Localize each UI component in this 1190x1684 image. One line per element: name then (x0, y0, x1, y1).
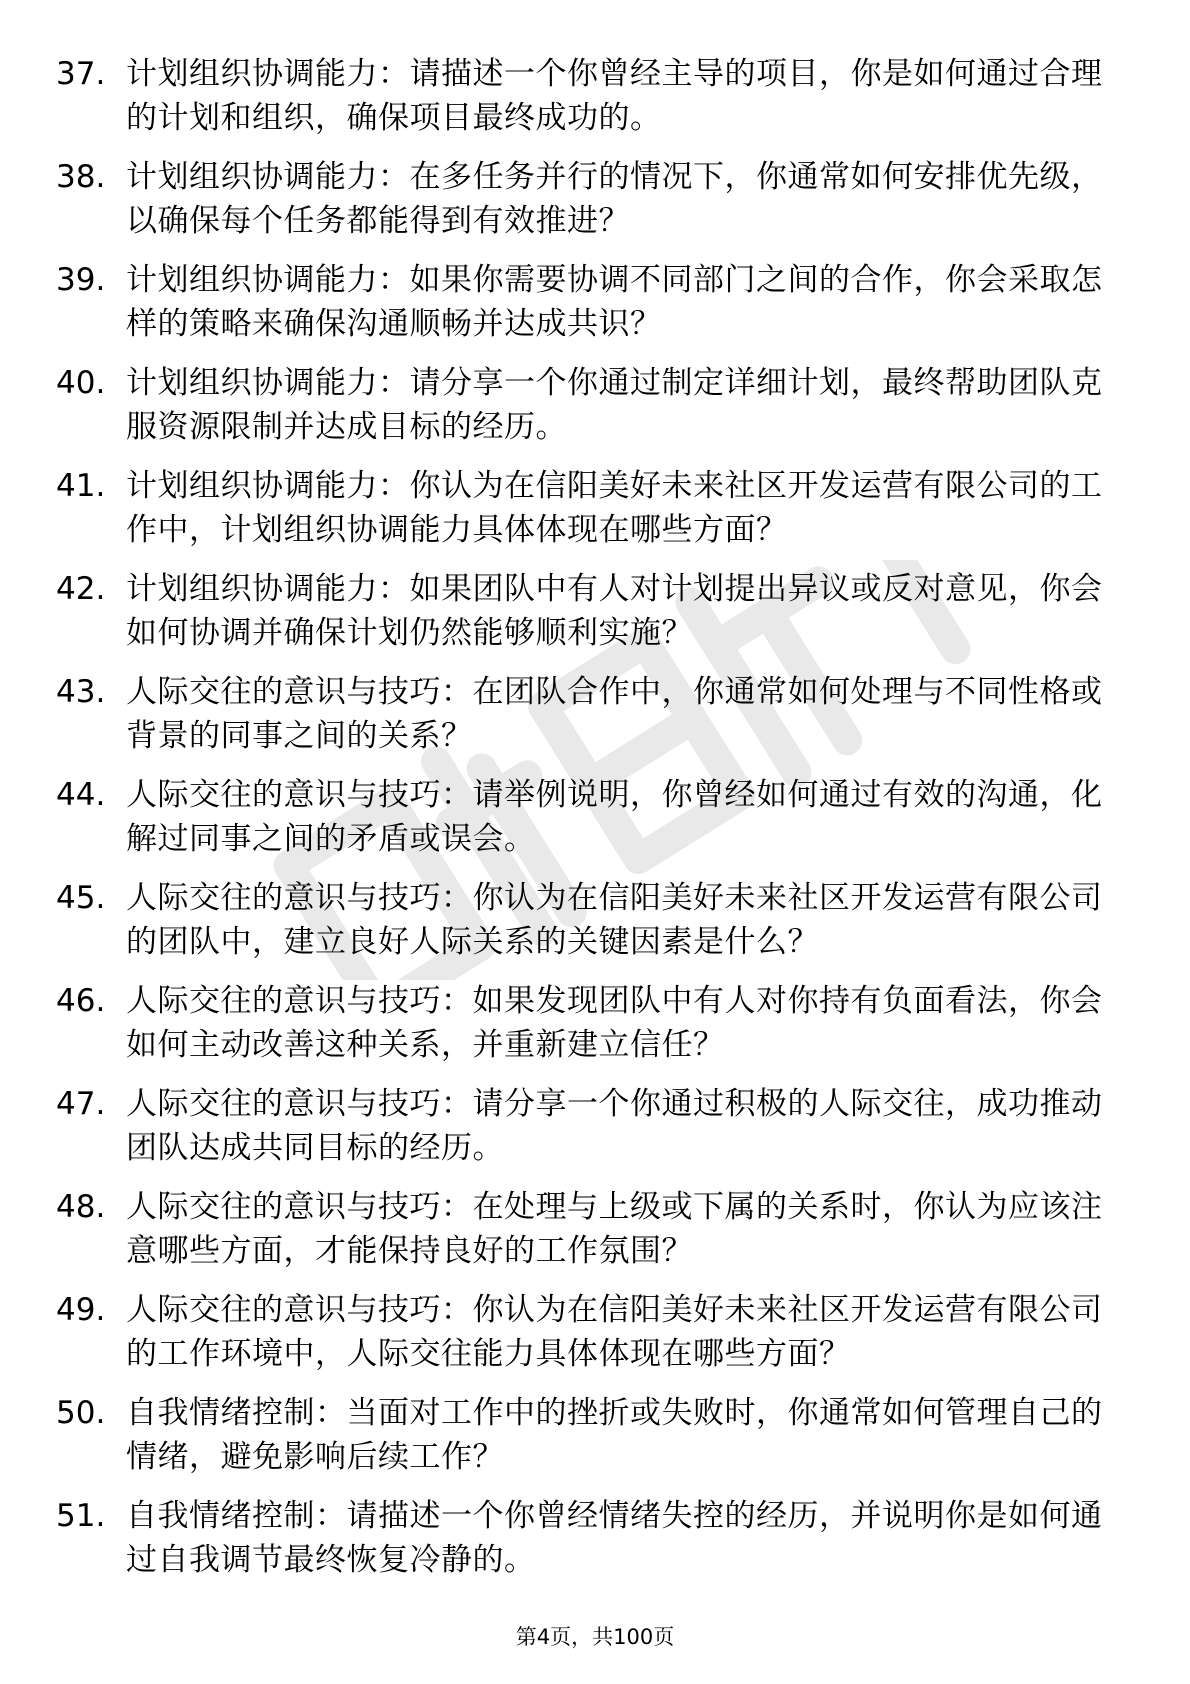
question-number: 47. (56, 1086, 106, 1122)
question-item (56, 773, 1116, 861)
question-text: 计划组织协调能力：你认为在信阳美好未来社区开发运营有限公司的工作中，计划组织协调能力具体体现在哪些方面？ (126, 468, 1103, 548)
question-text: 计划组织协调能力：在多任务并行的情况下，你通常如何安排优先级，以确保每个任务都能得到有效推进？ (126, 159, 1103, 239)
question-item (56, 52, 1116, 140)
question-text: 人际交往的意识与技巧：在团队合作中，你通常如何处理与不同性格或背景的同事之间的关系？ (126, 674, 1103, 754)
question-item (56, 670, 1116, 758)
question-number: 38. (56, 159, 106, 195)
question-item (56, 876, 1116, 964)
question-item (56, 1391, 1116, 1479)
question-text: 自我情绪控制：当面对工作中的挫折或失败时，你通常如何管理自己的情绪，避免影响后续工作？ (126, 1395, 1103, 1475)
question-item (56, 979, 1116, 1067)
question-text: 人际交往的意识与技巧：请举例说明，你曾经如何通过有效的沟通，化解过同事之间的矛盾或误会。 (126, 777, 1103, 857)
question-text: 计划组织协调能力：如果你需要协调不同部门之间的合作，你会采取怎样的策略来确保沟通顺畅并达成共识？ (126, 262, 1103, 342)
question-number: 41. (56, 468, 106, 504)
question-text: 人际交往的意识与技巧：如果发现团队中有人对你持有负面看法，你会如何主动改善这种关系，并重新建立信任？ (126, 983, 1103, 1063)
question-item (56, 1288, 1116, 1376)
question-item (56, 1082, 1116, 1170)
page-footer (0, 1623, 1190, 1651)
question-text: 人际交往的意识与技巧：请分享一个你通过积极的人际交往，成功推动团队达成共同目标的经历。 (126, 1086, 1103, 1166)
question-text: 人际交往的意识与技巧：你认为在信阳美好未来社区开发运营有限公司的团队中，建立良好人际关系的关键因素是什么？ (126, 880, 1103, 960)
question-item (56, 567, 1116, 655)
question-item (56, 1185, 1116, 1273)
question-number: 43. (56, 674, 106, 710)
question-text: 计划组织协调能力：请描述一个你曾经主导的项目，你是如何通过合理的计划和组织，确保项目最终成功的。 (126, 56, 1103, 136)
page-number-label: 第4页，共100页 (515, 1625, 675, 1649)
question-text: 计划组织协调能力：如果团队中有人对计划提出异议或反对意见，你会如何协调并确保计划仍然能够顺利实施？ (126, 571, 1103, 651)
question-item (56, 155, 1116, 243)
question-number: 42. (56, 571, 106, 607)
question-number: 51. (56, 1498, 106, 1534)
question-number: 45. (56, 880, 106, 916)
question-text: 计划组织协调能力：请分享一个你通过制定详细计划，最终帮助团队克服资源限制并达成目标的经历。 (126, 365, 1103, 445)
question-number: 40. (56, 365, 106, 401)
question-text: 人际交往的意识与技巧：你认为在信阳美好未来社区开发运营有限公司的工作环境中，人际交往能力具体体现在哪些方面？ (126, 1292, 1103, 1372)
question-item (56, 258, 1116, 346)
question-text: 自我情绪控制：请描述一个你曾经情绪失控的经历，并说明你是如何通过自我调节最终恢复冷静的。 (126, 1498, 1103, 1578)
question-text: 人际交往的意识与技巧：在处理与上级或下属的关系时，你认为应该注意哪些方面，才能保持良好的工作氛围？ (126, 1189, 1103, 1269)
question-item (56, 464, 1116, 552)
question-item (56, 361, 1116, 449)
question-number: 49. (56, 1292, 106, 1328)
question-number: 48. (56, 1189, 106, 1225)
question-number: 50. (56, 1395, 106, 1431)
question-number: 44. (56, 777, 106, 813)
question-item (56, 1494, 1116, 1582)
question-number: 46. (56, 983, 106, 1019)
question-list (56, 52, 1116, 1597)
question-number: 37. (56, 56, 106, 92)
question-number: 39. (56, 262, 106, 298)
